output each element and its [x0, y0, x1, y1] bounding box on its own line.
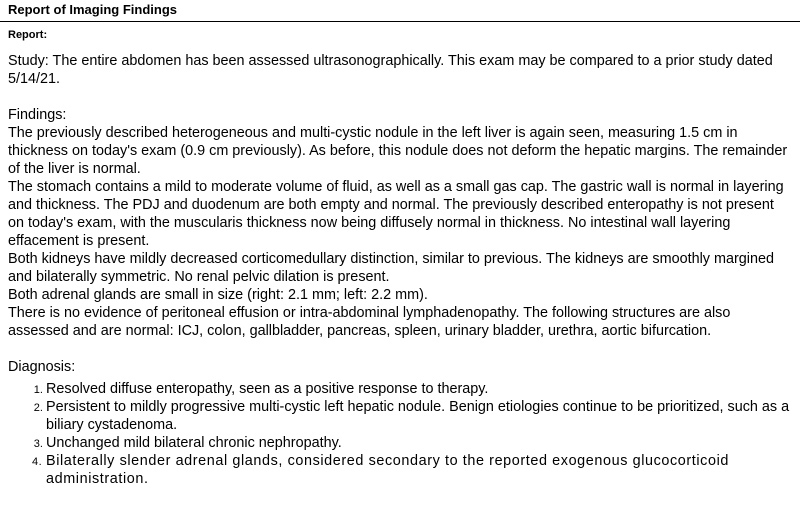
title-divider	[0, 21, 800, 22]
finding-kidneys: Both kidneys have mildly decreased corticomedullary distinction, similar to previous. The kidneys are smoothly margined and bilaterally symmetric. No renal pelvic dilation is present.	[8, 251, 774, 285]
diagnosis-item: 2. Persistent to mildly progressive multi-cystic left hepatic nodule. Benign etiologies continue to be prioritized, such as a biliary cystadenoma.	[46, 398, 792, 434]
study-text: Study: The entire abdomen has been assessed ultrasonographically. This exam may be compared to a prior study dated 5/14/21.	[8, 53, 773, 87]
spacer	[8, 88, 792, 106]
diagnosis-item: 1. Resolved diffuse enteropathy, seen as a positive response to therapy.	[46, 380, 792, 398]
findings-heading: Findings:	[8, 107, 67, 123]
diagnosis-heading: Diagnosis:	[8, 359, 76, 375]
report-title: Report of Imaging Findings	[8, 2, 177, 17]
report-body	[8, 52, 792, 488]
finding-liver: The previously described heterogeneous and multi-cystic nodule in the left liver is again seen, measuring 1.5 cm in thickness on today's exam (0.9 cm previously). As before, this nodule does not deform the hepatic margins. The remainder of the liver is normal.	[8, 125, 788, 177]
diagnosis-list	[8, 380, 792, 488]
diagnosis-item: 4. Bilaterally slender adrenal glands, considered secondary to the reported exogenous glucocorticoid administration.	[46, 452, 792, 488]
finding-stomach: The stomach contains a mild to moderate volume of fluid, as well as a small gas cap. The gastric wall is normal in layering and thickness. The PDJ and duodenum are both empty and normal. The previously described enteropathy is not present on today's exam, with the muscularis thickness now being diffusely normal in thickness. No intestinal wall layering effacement is present.	[8, 179, 784, 249]
report-label: Report:	[8, 29, 48, 41]
spacer	[8, 340, 792, 358]
diagnosis-item: 3. Unchanged mild bilateral chronic nephropathy.	[46, 434, 792, 452]
finding-other: There is no evidence of peritoneal effusion or intra-abdominal lymphadenopathy. The following structures are also assessed and are normal: ICJ, colon, gallbladder, pancreas, spleen, urinary bladder, urethra, aortic bifurcation.	[8, 305, 731, 339]
finding-adrenals: Both adrenal glands are small in size (right: 2.1 mm; left: 2.2 mm).	[8, 287, 428, 303]
